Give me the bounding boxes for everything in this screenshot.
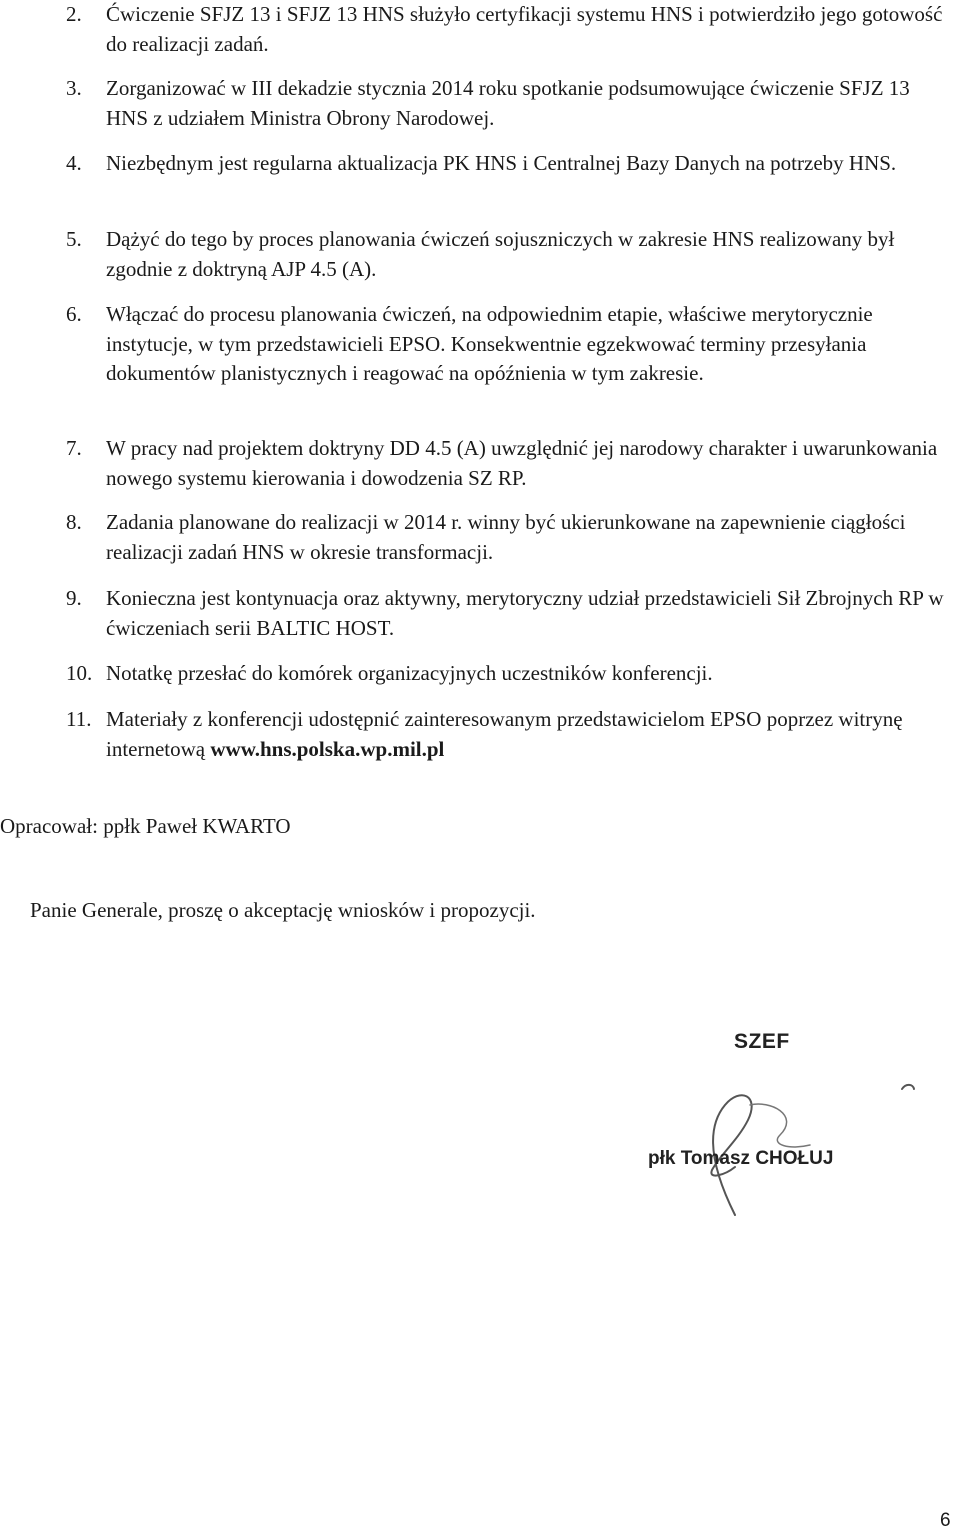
prepared-by: Opracował: ppłk Paweł KWARTO <box>0 814 291 838</box>
list-item-text: Zorganizować w III dekadzie stycznia 2014 roku spotkanie podsumowujące ćwiczenie SFJZ 13 HNS z udziałem Ministra Obrony Narodowej. <box>106 76 910 130</box>
signatory-name: płk Tomasz CHOŁUJ <box>648 1148 834 1169</box>
list-item-text: Zadania planowane do realizacji w 2014 r. winny być ukierunkowane na zapewnienie ciągłości realizacji zadań HNS w okresie transformacji. <box>106 510 906 564</box>
list-item-text: Włączać do procesu planowania ćwiczeń, na odpowiednim etapie, właściwe merytorycznie instytucje, w tym przedstawicieli EPSO. Konsekwentnie egzekwować terminy przesyłania dokumentów planistycznych i reagować na opóźnienia w tym zakresie. <box>106 302 873 385</box>
list-item-number: 6. <box>66 302 82 326</box>
list-item-text: Niezbędnym jest regularna aktualizacja PK HNS i Centralnej Bazy Danych na potrzeby HNS. <box>106 151 897 175</box>
list-item-number: 9. <box>66 586 82 610</box>
closing-request: Panie Generale, proszę o akceptację wniosków i propozycji. <box>30 898 536 922</box>
list-item-number: 4. <box>66 151 82 175</box>
list-item-number: 2. <box>66 2 82 26</box>
list-item-text: Dążyć do tego by proces planowania ćwiczeń sojuszniczych w zakresie HNS realizowany był zgodnie z doktryną AJP 4.5 (A). <box>106 227 895 281</box>
list-item-text: Notatkę przesłać do komórek organizacyjnych uczestników konferencji. <box>106 661 713 685</box>
list-item-text-body: Materiały z konferencji udostępnić zainteresowanym przedstawicielom EPSO poprzez witrynę internetową <box>106 707 903 761</box>
list-item-text: Ćwiczenie SFJZ 13 i SFJZ 13 HNS służyło certyfikacji systemu HNS i potwierdziło jego gotowość do realizacji zadań. <box>106 2 943 56</box>
page-number: 6 <box>940 1510 951 1531</box>
list-item-number: 11. <box>66 707 92 731</box>
list-item-number: 10. <box>66 661 93 685</box>
list-item-number: 5. <box>66 227 82 251</box>
list-item-number: 8. <box>66 510 82 534</box>
list-item-text <box>106 705 956 764</box>
list-item-text: W pracy nad projektem doktryny DD 4.5 (A) uwzględnić jej narodowy charakter i uwarunkowania nowego systemu kierowania i dowodzenia SZ RP. <box>106 436 938 490</box>
website-link[interactable]: www.hns.polska.wp.mil.pl <box>210 736 445 761</box>
list-item-number: 7. <box>66 436 82 460</box>
list-item-number: 3. <box>66 76 82 100</box>
signature-title: SZEF <box>734 1030 790 1053</box>
list-item-text: Konieczna jest kontynuacja oraz aktywny, merytoryczny udział przedstawicieli Sił Zbrojnych RP w ćwiczeniach serii BALTIC HOST. <box>106 586 944 640</box>
